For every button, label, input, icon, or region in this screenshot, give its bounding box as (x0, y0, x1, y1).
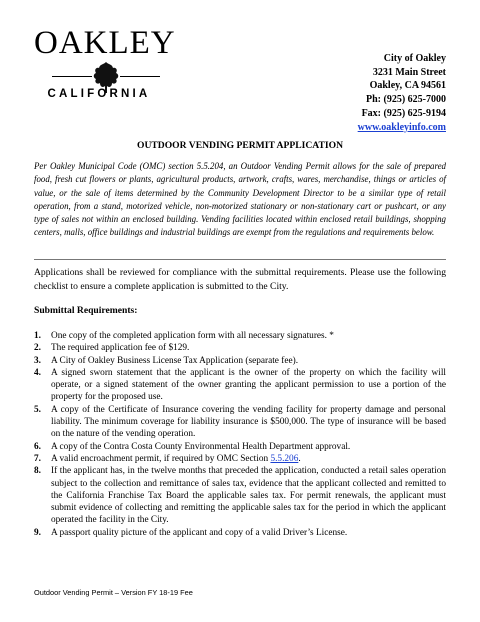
logo-divider-right (120, 76, 160, 77)
requirement-text: A copy of the Certificate of Insurance covering the vending facility for property damage and personal liability. The minimum coverage for liability insurance is $500,000. The type of insurance will be based on the nature of the vending operation. (51, 404, 446, 440)
requirements-list (34, 330, 446, 539)
contact-block (358, 52, 446, 134)
logo-divider-left (52, 76, 92, 77)
requirement-number: 9. (34, 527, 41, 538)
requirement-number: 4. (34, 367, 41, 378)
requirement-text: A valid encroachment permit, if required by OMC Section (51, 453, 271, 464)
website-link[interactable]: www.oakleyinfo.com (357, 121, 446, 133)
logo-wordmark: OAKLEY (34, 25, 176, 61)
contact-line: Oakley, CA 94561 (369, 80, 446, 92)
requirement-text: A City of Oakley Business License Tax Application (separate fee). (51, 355, 299, 366)
requirement-number: 5. (34, 404, 41, 415)
page-footer: Outdoor Vending Permit – Version FY 18-19 Fee (34, 588, 193, 597)
contact-line: 3231 Main Street (372, 66, 446, 78)
requirement-number: 3. (34, 355, 41, 366)
section-divider (34, 259, 446, 260)
requirement-text: A copy of the Contra Costa County Environmental Health Department approval. (51, 441, 351, 452)
review-paragraph: Applications shall be reviewed for compliance with the submittal requirements. Please use the following checklist to ensure a complete application is submitted to the City. (34, 267, 446, 292)
requirement-number: 6. (34, 441, 41, 452)
requirement-item (34, 453, 446, 465)
requirement-number: 2. (34, 343, 41, 354)
requirement-item (34, 527, 446, 539)
logo-subtitle: CALIFORNIA (47, 88, 151, 100)
requirement-item (34, 465, 446, 526)
requirement-item (34, 330, 446, 342)
requirement-text: If the applicant has, in the twelve months that preceded the application, conducted a retail sales operation subject to the collection and remittance of sales tax, evidence that the applicant collected and remitted to the California Franchise Tax Board the applicable sales tax. For permit renewals, the applicant must submit evidence of collecting and remitting the applicable sales tax for the period in which the applicant operated the facility in the City. (51, 466, 446, 526)
requirement-item (34, 342, 446, 354)
requirement-text: The required application fee of $129. (51, 343, 190, 354)
requirement-item (34, 441, 446, 453)
contact-line: City of Oakley (383, 53, 446, 64)
requirement-item (34, 355, 446, 367)
requirement-text: A signed sworn statement that the applicant is the owner of the property on which the facility will operate, or a signed statement of the owner granting the applicant permission to use a portion of the property for the proposed use. (51, 367, 446, 403)
contact-line: Fax: (925) 625-9194 (361, 107, 446, 119)
requirement-text: One copy of the completed application form with all necessary signatures. * (51, 331, 334, 341)
requirement-number: 8. (34, 466, 41, 477)
omc-section-link[interactable]: 5.5.206 (270, 453, 299, 464)
requirement-text-end: . (298, 453, 301, 464)
requirement-item (34, 404, 446, 441)
requirement-number: 1. (34, 331, 41, 341)
requirement-item (34, 367, 446, 404)
contact-line: Ph: (925) 625-7000 (366, 94, 446, 106)
city-logo (34, 25, 176, 106)
intro-paragraph: Per Oakley Municipal Code (OMC) section 5.5.204, an Outdoor Vending Permit allows for the sale of prepared food, fresh cut flowers or plants, agricultural products, artwork, crafts, wares, merchandise, things or articles of value, or the sale of items determined by the Community Development Director to be a similar type of retail operation, from a stand, motorized vehicle, non-motorized stationary or non-stationary cart or pushcart, or any type of sales not within an enclosed building. Vending facilities located within enclosed retail buildings, shopping centers, malls, office buildings and industrial buildings are exempt from the regulations and requirements below. (34, 161, 446, 238)
submittal-heading: Submittal Requirements: (34, 305, 138, 316)
requirement-number: 7. (34, 453, 41, 464)
requirement-text: A passport quality picture of the applicant and copy of a valid Driver’s License. (51, 527, 348, 538)
document-title: OUTDOOR VENDING PERMIT APPLICATION (136, 140, 344, 151)
